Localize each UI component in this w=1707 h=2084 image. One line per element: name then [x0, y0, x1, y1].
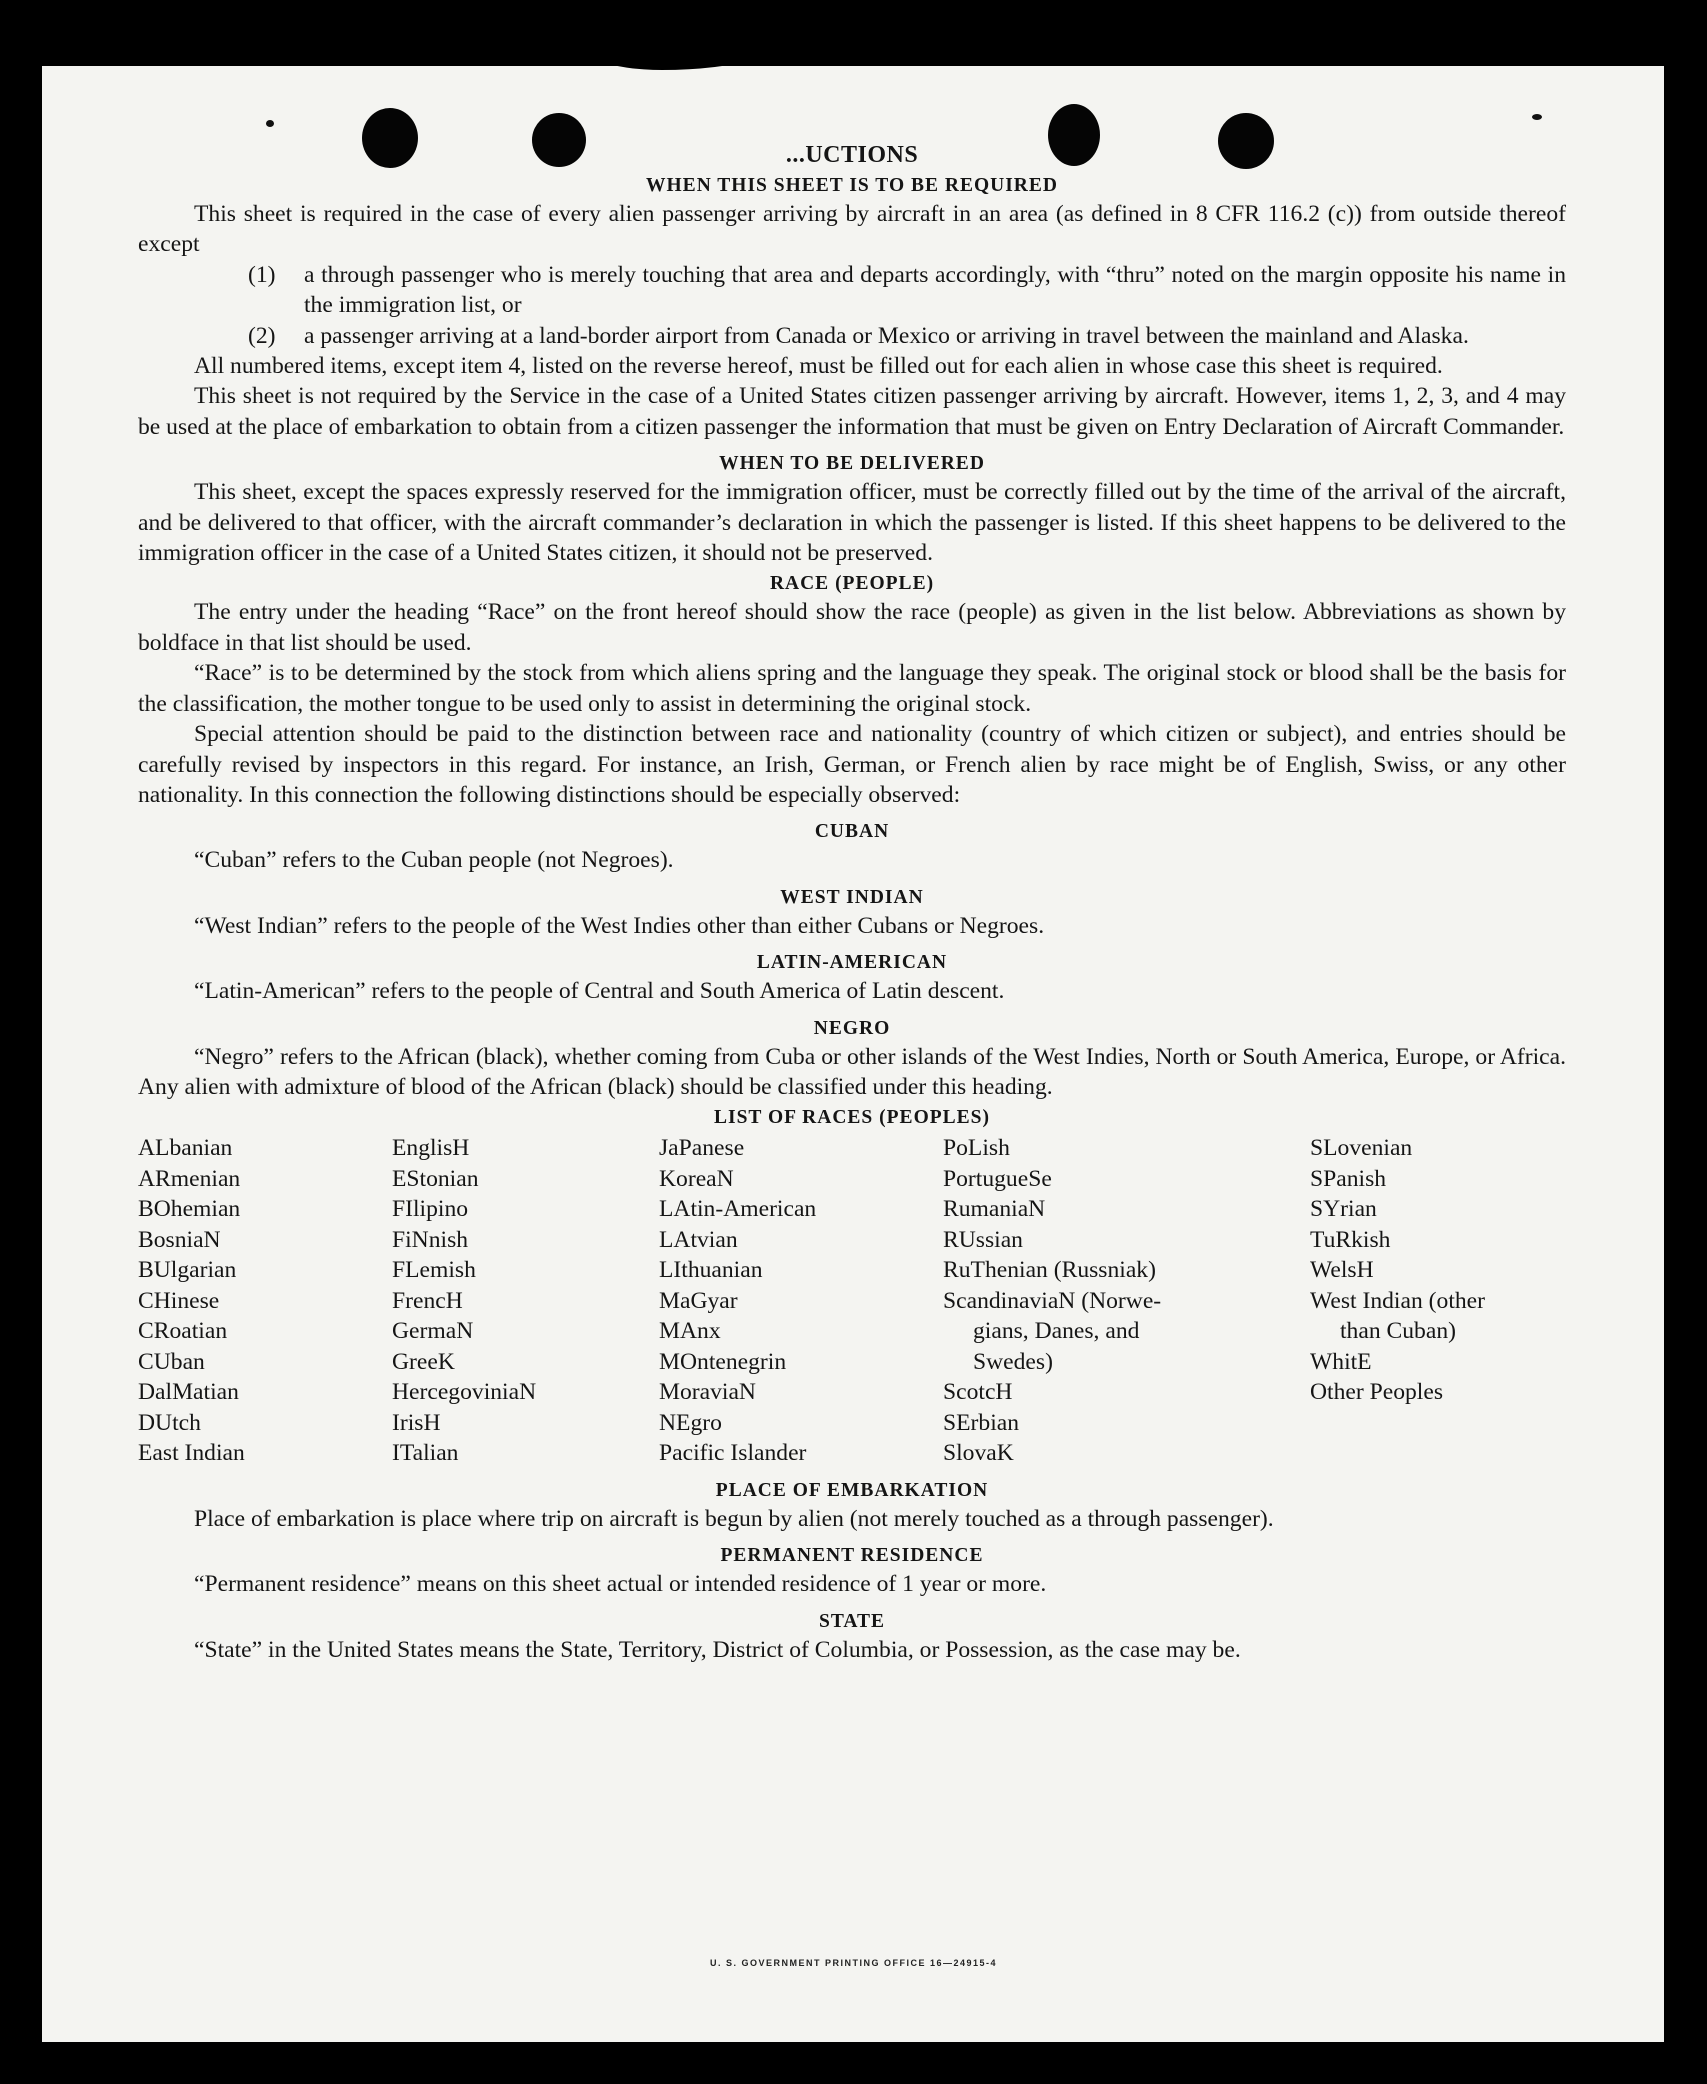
- permanent-residence-definition: “Permanent residence” means on this sheet actual or intended residence of 1 year or more.: [194, 1571, 1047, 1598]
- races-list: [138, 1133, 1566, 1469]
- list-item: TuRkish: [1310, 1226, 1391, 1253]
- heading-latin-american: LATIN-AMERICAN: [756, 952, 948, 974]
- list-item: RuThenian (Russniak): [943, 1257, 1156, 1284]
- heading-race: RACE (PEOPLE): [769, 573, 935, 595]
- list-item: WhitE: [1310, 1348, 1372, 1375]
- list-item: NEgro: [659, 1409, 722, 1436]
- exception-item-1: [248, 260, 1566, 321]
- list-item: PortugueSe: [943, 1165, 1052, 1192]
- list-item: RUssian: [943, 1226, 1023, 1253]
- list-item: LAtvian: [659, 1226, 738, 1253]
- list-item: MAnx: [659, 1318, 721, 1345]
- list-item: CHinese: [138, 1287, 220, 1314]
- list-item: MoraviaN: [659, 1379, 756, 1406]
- negro-definition: “Negro” refers to the African (black), whether coming from Cuba or other islands of the West Indies, North or South America, Europe, or Africa. Any alien with admixture of blood of the African (black) should be classified under this heading.: [138, 1043, 1566, 1100]
- list-item: KoreaN: [659, 1165, 734, 1192]
- list-item: ScandinaviaN (Norwe-: [943, 1287, 1162, 1314]
- list-item-continuation: gians, Danes, and: [973, 1318, 1140, 1345]
- list-item: EStonian: [392, 1165, 479, 1192]
- page-title: ...UCTIONS: [785, 142, 919, 168]
- state-definition: “State” in the United States means the State, Territory, District of Columbia, or Possession, as the case may be.: [194, 1636, 1241, 1663]
- item-text: a passenger arriving at a land-border airport from Canada or Mexico or arriving in travel between the mainland and Alaska.: [304, 322, 1469, 349]
- list-item: DUtch: [138, 1409, 201, 1436]
- heading-when-delivered: WHEN TO BE DELIVERED: [719, 453, 985, 475]
- list-item: SPanish: [1310, 1165, 1387, 1192]
- list-item: FIlipino: [392, 1196, 469, 1223]
- item-number: (1): [248, 261, 276, 288]
- races-column-5: [1310, 1133, 1566, 1469]
- list-item: East Indian: [138, 1440, 245, 1467]
- list-item: SYrian: [1310, 1196, 1377, 1223]
- embarkation-definition: Place of embarkation is place where trip on aircraft is begun by alien (not merely touched as a through passenger).: [194, 1505, 1274, 1532]
- list-item: SLovenian: [1310, 1135, 1413, 1162]
- citizen-paragraph: This sheet is not required by the Service in the case of a United States citizen passenger arriving by aircraft. However, items 1, 2, 3, and 4 may be used at the place of embarkation to obtain from a citizen passenger the information that must be given on Entry Declaration of Aircraft Commander.: [138, 383, 1566, 440]
- list-item: CUban: [138, 1348, 205, 1375]
- list-item: BOhemian: [138, 1196, 241, 1223]
- heading-place-of-embarkation: PLACE OF EMBARKATION: [715, 1479, 989, 1501]
- speck: [266, 120, 274, 127]
- list-item: FiNnish: [392, 1226, 469, 1253]
- list-item: West Indian (other: [1310, 1287, 1485, 1314]
- list-item: Other Peoples: [1310, 1379, 1444, 1406]
- list-item: RumaniaN: [943, 1196, 1046, 1223]
- cuban-definition: “Cuban” refers to the Cuban people (not Negroes).: [194, 847, 674, 874]
- list-item: IrisH: [392, 1409, 441, 1436]
- speck: [1532, 114, 1542, 120]
- list-item: FLemish: [392, 1257, 476, 1284]
- heading-permanent-residence: PERMANENT RESIDENCE: [720, 1545, 984, 1567]
- list-item: ALbanian: [138, 1135, 233, 1162]
- races-column-2: [392, 1133, 659, 1469]
- heading-west-indian: WEST INDIAN: [780, 886, 924, 908]
- list-item: ITalian: [392, 1440, 459, 1467]
- list-item: EnglisH: [392, 1135, 470, 1162]
- list-item: MaGyar: [659, 1287, 738, 1314]
- list-item: BosniaN: [138, 1226, 221, 1253]
- list-item: JaPanese: [659, 1135, 745, 1162]
- list-item: Pacific Islander: [659, 1440, 807, 1467]
- list-item: SErbian: [943, 1409, 1020, 1436]
- races-column-1: [138, 1133, 392, 1469]
- list-item: SlovaK: [943, 1440, 1014, 1467]
- list-item: GermaN: [392, 1318, 474, 1345]
- list-item: LIthuanian: [659, 1257, 763, 1284]
- numbered-items-paragraph: All numbered items, except item 4, listed on the reverse hereof, must be filled out for each alien in whose case this sheet is required.: [194, 353, 1443, 380]
- list-item-continuation: Swedes): [973, 1348, 1053, 1375]
- races-column-4: [943, 1133, 1310, 1469]
- list-item-continuation: than Cuban): [1340, 1318, 1456, 1345]
- list-item: WelsH: [1310, 1257, 1374, 1284]
- instructions-content: [138, 138, 1566, 1665]
- list-item: BUlgarian: [138, 1257, 237, 1284]
- list-item: FrencH: [392, 1287, 463, 1314]
- list-item: ARmenian: [138, 1165, 241, 1192]
- race-paragraph-3: Special attention should be paid to the distinction between race and nationality (country of which citizen or subject), and entries should be carefully revised by inspectors in this regard. For instance, an Irish, German, or French alien by race might be of English, Swiss, or any other nationality. In this connection the following distinctions should be especially observed:: [138, 721, 1566, 808]
- item-number: (2): [248, 322, 276, 349]
- races-column-3: [659, 1133, 943, 1469]
- heading-cuban: CUBAN: [814, 821, 890, 843]
- list-item: DalMatian: [138, 1379, 239, 1406]
- list-item: GreeK: [392, 1348, 455, 1375]
- delivery-paragraph: This sheet, except the spaces expressly reserved for the immigration officer, must be correctly filled out by the time of the arrival of the aircraft, and be delivered to that officer, with the aircraft commander’s declaration in which the passenger is listed. If this sheet happens to be delivered to the immigration officer in the case of a United States citizen, it should not be preserved.: [138, 479, 1566, 567]
- latin-american-definition: “Latin-American” refers to the people of Central and South America of Latin descent.: [194, 978, 1005, 1005]
- torn-corner: [570, 30, 800, 70]
- list-item: LAtin-American: [659, 1196, 817, 1223]
- list-item: MOntenegrin: [659, 1348, 787, 1375]
- race-paragraph-1: The entry under the heading “Race” on the front hereof should show the race (people) as given in the list below. Abbreviations as shown by boldface in that list should be used.: [138, 599, 1566, 656]
- when-required-paragraph: This sheet is required in the case of every alien passenger arriving by aircraft in an area (as defined in 8 CFR 116.2 (c)) from outside thereof except: [138, 201, 1566, 258]
- list-item: CRoatian: [138, 1318, 228, 1345]
- heading-state: STATE: [818, 1610, 886, 1632]
- list-item: ScotcH: [943, 1379, 1013, 1406]
- race-paragraph-2: “Race” is to be determined by the stock from which aliens spring and the language they speak. The original stock or blood shall be the basis for the classification, the mother tongue to be used only to assist in determining the original stock.: [138, 660, 1566, 717]
- west-indian-definition: “West Indian” refers to the people of the West Indies other than either Cubans or Negroes.: [194, 912, 1045, 939]
- heading-list-of-races: LIST OF RACES (PEOPLES): [713, 1107, 990, 1129]
- list-item: HercegoviniaN: [392, 1379, 537, 1406]
- heading-negro: NEGRO: [813, 1017, 891, 1039]
- list-item: PoLish: [943, 1135, 1010, 1162]
- heading-when-required: WHEN THIS SHEET IS TO BE REQUIRED: [646, 175, 1058, 196]
- printer-imprint: U. S. GOVERNMENT PRINTING OFFICE 16—24915-4: [709, 1958, 998, 1968]
- exception-item-2: [248, 321, 1566, 351]
- item-text: a through passenger who is merely touching that area and departs accordingly, with “thru” noted on the margin opposite his name in the immigration list, or: [304, 261, 1566, 319]
